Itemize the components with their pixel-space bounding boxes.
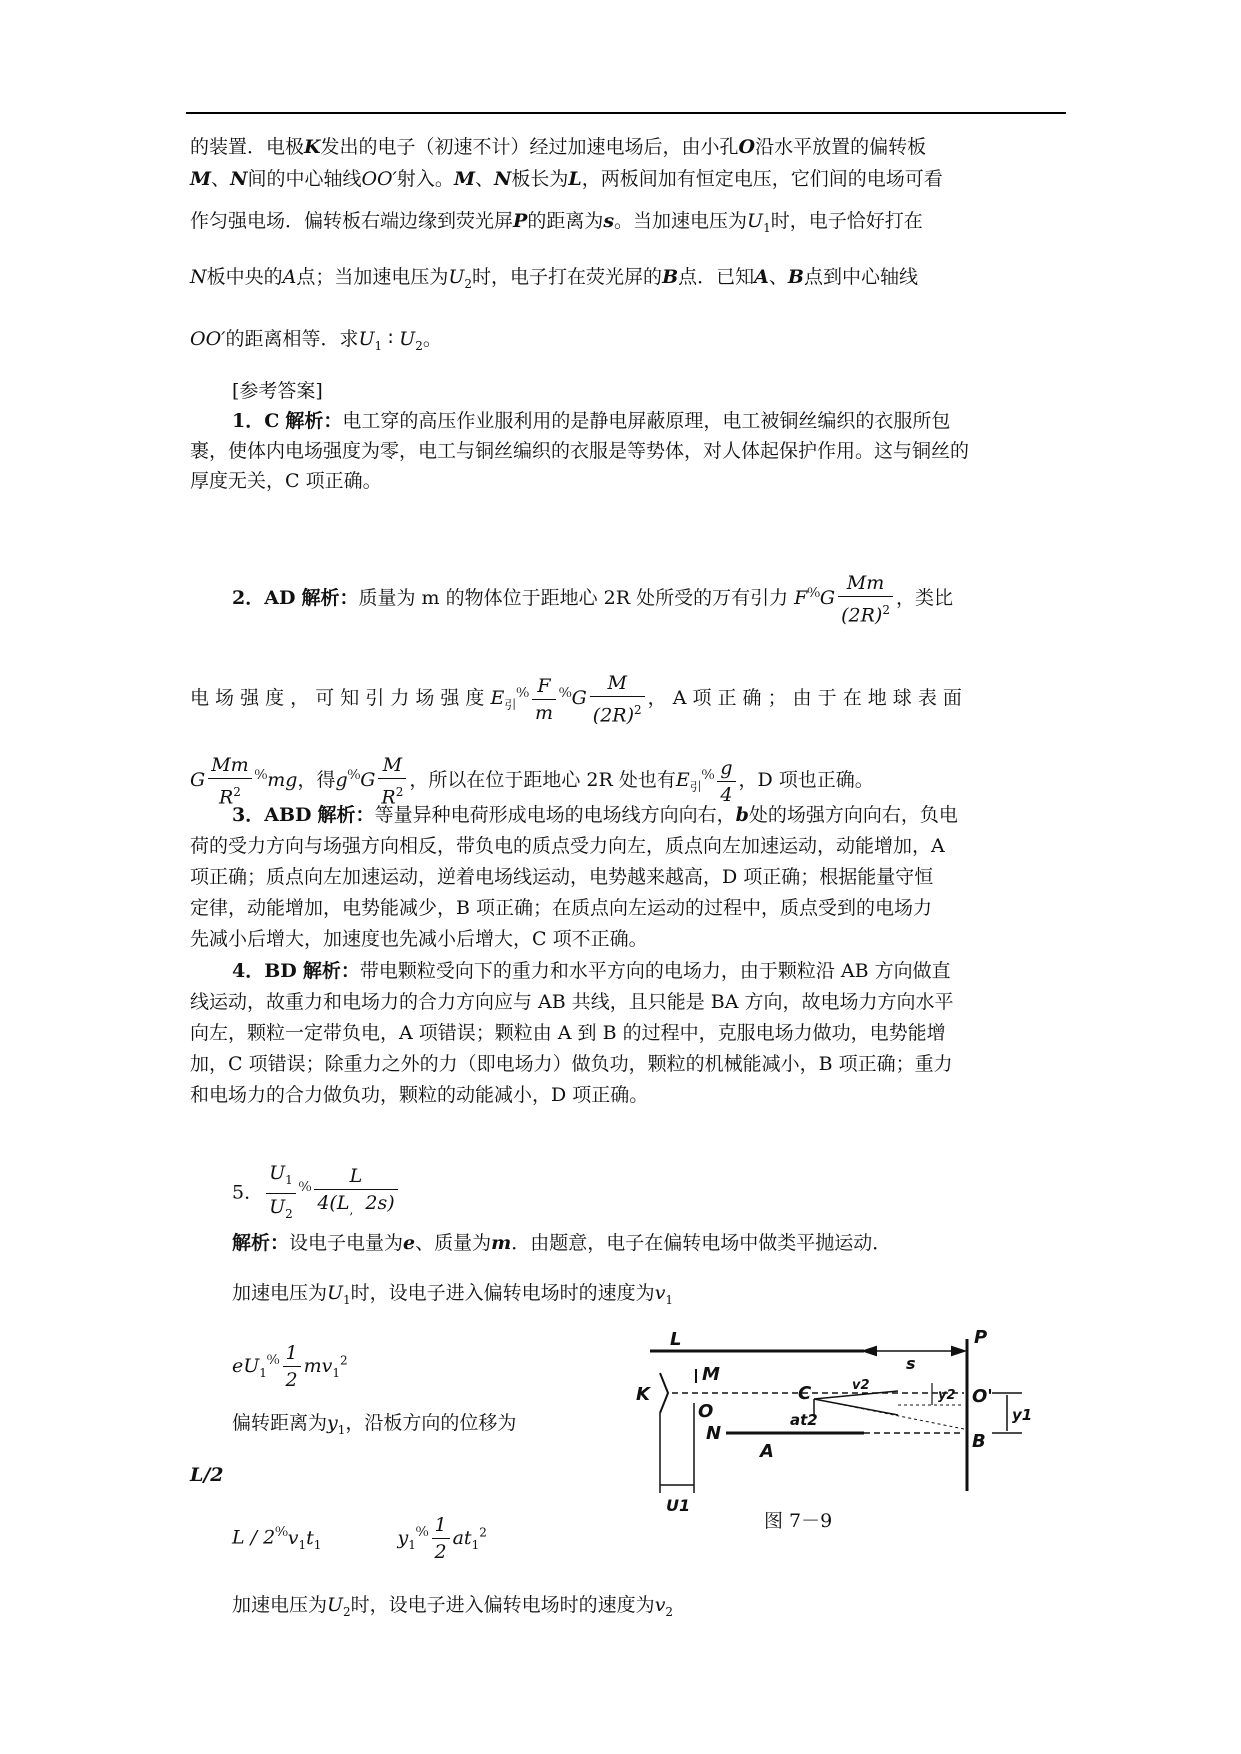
label-y2: y2 — [938, 1388, 956, 1403]
answers-heading: [参考答案] — [232, 380, 323, 402]
figure-caption: 图 7－9 — [764, 1510, 833, 1532]
label-y1: y1 — [1012, 1406, 1033, 1424]
answer-2-line-2: 电 场 强 度 ， 可 知 引 力 场 强 度 $E_引^{^0⁄_0}$ $\frac{F}{m}$ $^{^0⁄_0}$G $\frac{M}{(2R)^2}$ ， A 项 正 确 ； 由 于 在 地 球 表 面 — [190, 672, 962, 727]
answer-5-line-2: 加速电压为$U_1$时，设电子进入偏转电场时的速度为$v_1$ — [232, 1282, 674, 1307]
problem-line-5: OO′的距离相等．求$U_1$ ∶ $U_2$。 — [190, 328, 442, 353]
answer-5-eq-2: L / $2^{^0⁄_0}v_1t_1$ $y_1^{^0⁄_0}$ $\frac{1}{2}$ $at_1^2$ — [232, 1514, 487, 1563]
label-u1: U1 — [666, 1496, 691, 1515]
label-n: N — [706, 1423, 722, 1444]
answer-5-line-7: 加速电压为$U_2$时，设电子进入偏转电场时的速度为$v_2$ — [232, 1594, 674, 1619]
answer-5-result: 5． $\frac{U_1}{U_2}$ $^{^0⁄_0}$ $\frac{L}{4(L_, 2s)}$ — [232, 1160, 401, 1227]
problem-line-3: 作匀强电场．偏转板右端边缘到荧光屏P的距离为s。当加速电压为$U_1$时，电子恰好打在 — [190, 210, 923, 235]
answer-3-line-1: 3．ABD 解析：等量异种电荷形成电场的电场线方向向右，b处的场强方向向右，负电 — [232, 804, 958, 826]
label-k: K — [636, 1384, 650, 1405]
label-l: L — [670, 1329, 682, 1350]
answer-3-line-3: 项正确；质点向左加速运动，逆着电场线运动，电势越来越高，D 项正确；根据能量守恒 — [190, 866, 934, 888]
answer-3-line-4: 定律，动能增加，电势能减少，B 项正确；在质点向左运动的过程中，质点受到的电场力 — [190, 897, 933, 919]
deflection-apparatus-figure — [602, 1325, 1062, 1525]
label-b: B — [972, 1431, 986, 1452]
answer-5-line-5: L/2 — [190, 1464, 224, 1486]
label-a: A — [760, 1441, 774, 1462]
problem-line-4: N板中央的A点；当加速电压为$U_2$时，电子打在荧光屏的B点．已知A、B点到中心轴线 — [190, 266, 918, 291]
answer-5-line-1: 解析：设电子电量为e、质量为m．由题意，电子在偏转电场中做类平抛运动． — [232, 1232, 892, 1254]
label-at2: at2 — [790, 1411, 818, 1429]
answer-5-line-4: 偏转距离为$y_1$，沿板方向的位移为 — [232, 1412, 517, 1437]
answer-1-line-3: 厚度无关，C 项正确。 — [190, 470, 382, 492]
header-rule — [186, 112, 1066, 114]
label-o-prime: O' — [972, 1386, 993, 1407]
answer-3-line-2: 荷的受力方向与场强方向相反，带负电的质点受力向左，质点向左加速运动，动能增加，A — [190, 835, 945, 857]
problem-line-1: 的装置．电极K发出的电子（初速不计）经过加速电场后，由小孔O沿水平放置的偏转板 — [190, 136, 927, 158]
answer-3-line-5: 先减小后增大，加速度也先减小后增大，C 项不正确。 — [190, 928, 648, 950]
answer-4-line-3: 向左，颗粒一定带负电，A 项错误；颗粒由 A 到 B 的过程中，克服电场力做功，电势能增 — [190, 1022, 946, 1044]
answer-2-line-1: 2．AD 解析：质量为 m 的物体位于距地心 2R 处所受的万有引力 $F^{^0⁄_0}G$ $\frac{Mm}{(2R)^2}$ ，类比 — [232, 572, 953, 627]
answer-4-line-4: 加，C 项错误；除重力之外的力（即电场力）做负功，颗粒的机械能减小，B 项正确；重力 — [190, 1053, 953, 1075]
label-o: O — [698, 1401, 714, 1422]
label-m: M — [702, 1364, 720, 1385]
answer-2-line-3: G $\frac{Mm}{R^2}$ $^{^0⁄_0}$mg，得$g^{^0⁄_0}G$ $\frac{M}{R^2}$ ，所以在位于距地心 2R 处也有$E_引^{^0⁄_0}$ $\frac{g}{4}$ ，D 项也正确。 — [190, 754, 874, 809]
answer-4-line-2: 线运动，故重力和电场力的合力方向应与 AB 共线，且只能是 BA 方向，故电场力方向水平 — [190, 991, 954, 1013]
label-c: C — [798, 1383, 812, 1404]
answer-1-line-2: 裹，使体内电场强度为零，电工与铜丝编织的衣服是等势体，对人体起保护作用。这与铜丝的 — [190, 440, 970, 462]
answer-5-eq-1: $eU_1^{^0⁄_0}$ $\frac{1}{2}$ $mv_1^2$ — [232, 1342, 348, 1391]
label-p: P — [974, 1327, 988, 1348]
label-s: s — [906, 1354, 916, 1373]
answer-1-line-1: 1．C 解析：电工穿的高压作业服利用的是静电屏蔽原理，电工被铜丝编织的衣服所包 — [232, 410, 951, 432]
answer-4-line-5: 和电场力的合力做负功，颗粒的动能减小，D 项正确。 — [190, 1084, 649, 1106]
label-v2: v2 — [852, 1378, 870, 1393]
problem-line-2: M、N间的中心轴线OO′射入。M、N板长为L，两板间加有恒定电压，它们间的电场可看 — [190, 168, 943, 190]
answer-4-line-1: 4．BD 解析：带电颗粒受向下的重力和水平方向的电场力，由于颗粒沿 AB 方向做直 — [232, 960, 951, 982]
